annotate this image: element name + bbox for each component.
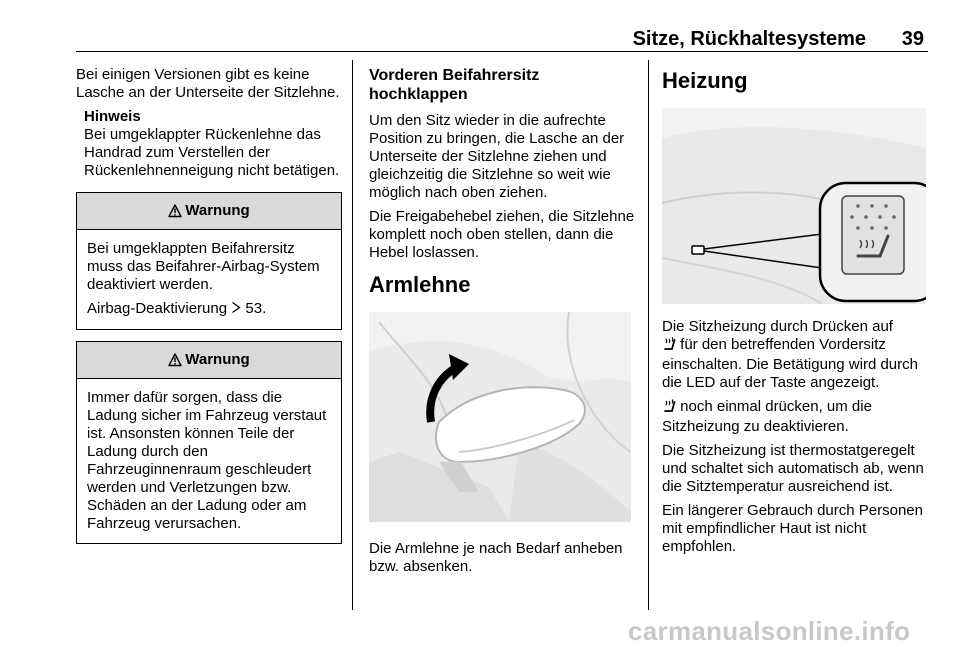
section-heading: Heizung (662, 68, 748, 93)
warning-header (77, 193, 341, 230)
armrest-caption: Die Armlehne je nach Bedarf anheben bzw. absenken. (369, 540, 623, 575)
seat-heating-illustration (662, 108, 926, 304)
watermark: carmanualsonline.info (628, 616, 911, 646)
page-number: 39 (901, 28, 924, 50)
text-fragment: Die Sitzheizung durch Drücken auf (662, 318, 893, 335)
reference-text: Airbag-Deaktivierung (87, 300, 228, 317)
intro-paragraph: Bei einigen Versionen gibt es keine Lasche an der Unterseite der Sitzlehne. (76, 66, 340, 101)
note-title: Hinweis (84, 108, 141, 125)
section-heading: Armlehne (369, 272, 471, 297)
warning-header (77, 342, 341, 379)
note-block (84, 108, 342, 180)
header-rule (76, 51, 928, 52)
page-header (76, 26, 928, 50)
column-left (76, 66, 342, 544)
warning-box (76, 341, 342, 544)
text-fragment: noch einmal drücken, um die Sitzheizung zu deaktivieren. (662, 398, 872, 435)
column-divider (352, 60, 353, 610)
warning-title: Warnung (185, 202, 250, 219)
seat-heating-icon (662, 398, 676, 418)
warning-body (77, 379, 341, 543)
subheading: Vorderen Beifahrersitz hochklappen (369, 67, 540, 103)
note-text: Bei umgeklappter Rückenlehne das Handrad zum Verstellen der Rückenlehnenneigung nicht betätigen. (84, 126, 340, 179)
section-title: Sitze, Rückhaltesysteme (632, 28, 866, 50)
text-fragment: für den betreffenden Vordersitz einschalten. Die Betätigung wird durch die LED auf der Taste angezeigt. (662, 336, 918, 391)
warning-triangle-icon (168, 353, 182, 367)
column-middle (369, 66, 637, 582)
paragraph (662, 318, 928, 392)
warning-title: Warnung (185, 351, 250, 368)
reference-page[interactable]: 53. (245, 300, 267, 317)
warning-text: Immer dafür sorgen, dass die Ladung sicher im Fahrzeug verstaut ist. Ansonsten können Teile der Ladung durch den Fahrzeuginnenraum geschleudert werden und Verletzungen bzw. Schäden an der Ladung oder am Fahrzeug verursachen. (87, 389, 327, 532)
warning-text: Bei umgeklappten Beifahrersitz muss das Beifahrer-Airbag-System deaktiviert werden. (87, 240, 320, 293)
paragraph: Ein längerer Gebrauch durch Personen mit empfindlicher Haut ist nicht empfohlen. (662, 502, 923, 555)
seat-heating-icon (662, 336, 676, 356)
warning-reference (87, 300, 331, 319)
warning-box (76, 192, 342, 330)
paragraph: Die Sitzheizung ist thermostatgeregelt und schaltet sich automatisch ab, wenn die Sitztemperatur ausreichend ist. (662, 442, 924, 495)
paragraph: Um den Sitz wieder in die aufrechte Position zu bringen, die Lasche an der Unterseite der Sitzlehne ziehen und gleichzeitig die Sitzlehne so weit wie möglich nach oben ziehen. (369, 112, 625, 201)
column-right (662, 66, 928, 562)
paragraph (662, 398, 928, 436)
armrest-illustration (369, 312, 631, 522)
paragraph: Die Freigabehebel ziehen, die Sitzlehne komplett noch oben stellen, dann die Hebel loslassen. (369, 208, 635, 261)
column-divider (648, 60, 649, 610)
reference-arrow-icon (231, 301, 241, 319)
warning-body (77, 230, 341, 329)
warning-triangle-icon (168, 204, 182, 218)
